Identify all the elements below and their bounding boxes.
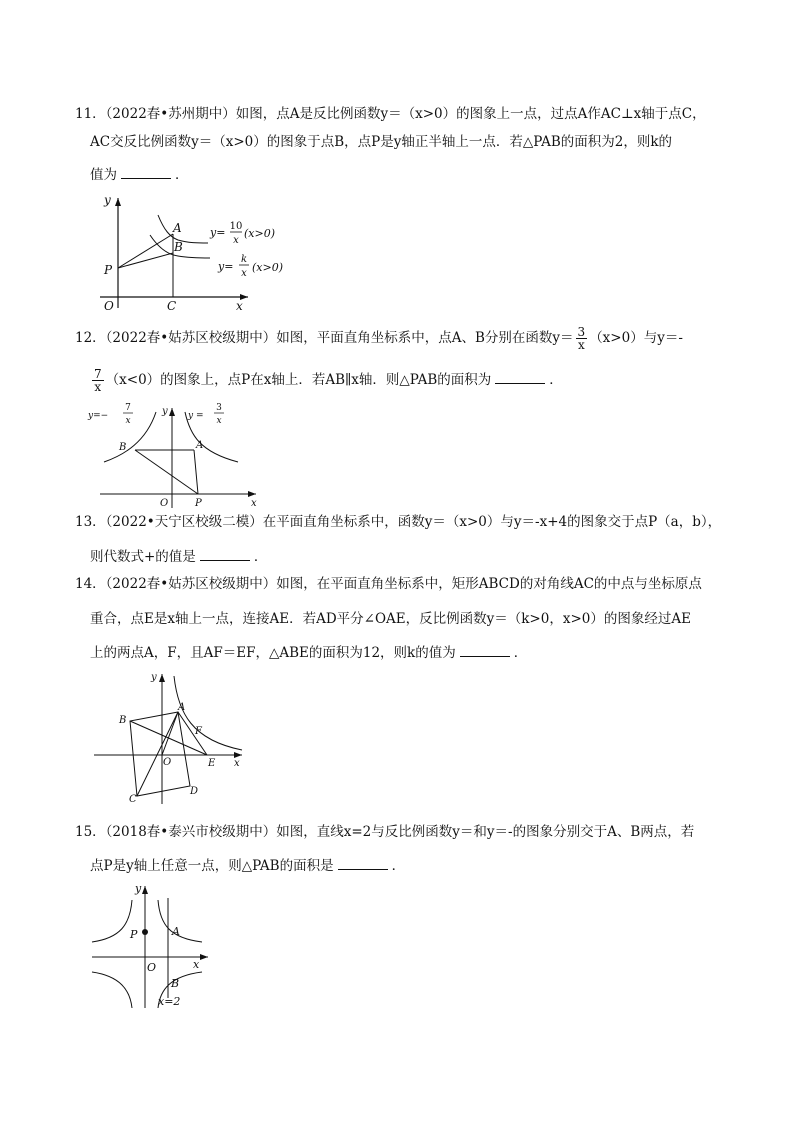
- q11-y-arrow-icon: [115, 198, 121, 206]
- q12-fraction-3x-den: x: [577, 338, 585, 352]
- q12-line-1: [75, 326, 683, 351]
- q15-label-a: A: [172, 925, 180, 938]
- q12-func1-num: 7: [125, 403, 131, 413]
- q11-func1-pre: y=: [210, 226, 226, 239]
- q12-fraction-3x: [576, 326, 588, 351]
- q15-label-y: y: [135, 882, 142, 895]
- q11-label-p: P: [104, 263, 113, 277]
- q15-line-2-end: ．: [391, 858, 406, 874]
- q12-label-o: O: [160, 498, 169, 509]
- q11-func2-den: x: [241, 268, 247, 279]
- q15-point-p-icon: [142, 929, 148, 935]
- q14-line-ao: [162, 712, 178, 755]
- q11-func2-pre: y=: [218, 260, 234, 273]
- q14-y-arrow-icon: [159, 674, 165, 682]
- q15-line-1: 15．（2018春•泰兴市校级期中）如图，直线x=2与反比例函数y＝和y＝-的图象分别交于A、B两点，若: [75, 824, 695, 840]
- q12-figure: [88, 400, 268, 510]
- q11-func2-cond: (x>0): [252, 261, 284, 274]
- q11-line-3: [90, 164, 189, 185]
- q15-answer-blank[interactable]: [338, 855, 388, 870]
- q11-label-c: C: [167, 299, 177, 313]
- q14-label-y: y: [151, 672, 157, 683]
- q15-label-b: B: [171, 977, 180, 990]
- q12-label-y: y: [162, 406, 168, 417]
- q15-label-p: P: [130, 928, 138, 941]
- q14-label-d: D: [190, 786, 199, 797]
- q14-figure: [92, 668, 252, 808]
- q14-curve: [174, 676, 242, 750]
- q14-line-ac: [137, 712, 178, 796]
- q12-answer-blank[interactable]: [495, 369, 545, 384]
- q13-line-2-text: 则代数式+的值是: [90, 549, 196, 565]
- q11-line-pb: [118, 253, 173, 268]
- q14-label-o: O: [163, 757, 172, 768]
- q12-func2-num: 3: [216, 403, 222, 413]
- q12-line-2-end: ．: [549, 372, 563, 388]
- q14-line-3-text: 上的两点A，F，且AF＝EF，△ABE的面积为12，则k的值为: [90, 645, 456, 661]
- q13-answer-blank[interactable]: [200, 546, 250, 561]
- q11-line-2: AC交反比例函数y＝（x>0）的图象于点B，点P是y轴正半轴上一点．若△PAB的面积为2，则k的: [90, 134, 673, 150]
- q14-line-2: 重合，点E是x轴上一点，连接AE．若AD平分∠OAE，反比例函数y＝（k>0，x>0）的图象经过AE: [90, 611, 691, 627]
- q15-x-arrow-icon: [200, 954, 208, 960]
- q11-label-o: O: [104, 299, 114, 313]
- q15-curve-q3: [92, 972, 132, 1008]
- q13-line-2: [90, 546, 267, 567]
- q15-label-o: O: [147, 961, 157, 974]
- q15-label-x: x: [193, 958, 200, 971]
- q14-line-3-end: ．: [513, 645, 528, 661]
- q12-line-1-text: 12．（2022春•姑苏区校级期中）如图，平面直角坐标系中，点A、B分别在函数y＝: [75, 330, 574, 346]
- q11-func1-num: 10: [229, 221, 243, 232]
- q14-line-1: 14．（2022春•姑苏区校级期中）如图，在平面直角坐标系中，矩形ABCD的对角线AC的中点与坐标原点: [75, 576, 702, 592]
- q11-label-a: A: [173, 221, 182, 235]
- q12-line-1-text-b: （x>0）与y＝-: [589, 330, 683, 346]
- q15-curve-q1: [158, 900, 202, 942]
- q12-y-arrow-icon: [169, 408, 175, 416]
- q14-label-c: C: [129, 794, 137, 805]
- q12-line-bp: [135, 450, 198, 494]
- q14-label-a: A: [178, 702, 186, 713]
- q12-x-arrow-icon: [248, 491, 256, 497]
- q11-label-y: y: [104, 193, 111, 207]
- q11-line-3-end: ．: [175, 167, 189, 183]
- q13-line-1: 13．（2022•天宁区校级二模）在平面直角坐标系中，函数y＝（x>0）与y＝-x+4的图象交于点P（a，b），: [75, 514, 722, 530]
- q11-label-b: B: [174, 240, 183, 254]
- q12-func2-den: x: [216, 416, 222, 426]
- q11-figure: [90, 190, 310, 313]
- q14-label-f: F: [195, 726, 202, 737]
- q15-line-2-text: 点P是y轴上任意一点，则△PAB的面积是: [90, 858, 334, 874]
- q11-func2-num: k: [240, 254, 248, 265]
- q12-line-ap: [194, 450, 198, 494]
- q12-func1-pre: y=−: [88, 411, 109, 421]
- q14-label-x: x: [234, 758, 240, 769]
- q12-fraction-7x-num: 7: [94, 367, 102, 381]
- q11-answer-blank[interactable]: [121, 164, 171, 179]
- q15-line-2: [90, 855, 405, 876]
- q15-y-arrow-icon: [142, 886, 148, 894]
- q14-label-b: B: [119, 715, 127, 726]
- q14-line-3: [90, 642, 527, 663]
- q14-answer-blank[interactable]: [460, 642, 510, 657]
- q12-line-2: [90, 368, 563, 393]
- q13-line-2-end: ．: [253, 549, 268, 565]
- q15-label-line: x=2: [158, 995, 181, 1008]
- q14-label-e: E: [208, 758, 216, 769]
- q12-fraction-3x-num: 3: [577, 325, 586, 339]
- q11-label-x: x: [236, 299, 243, 313]
- q11-func1-cond: (x>0): [244, 227, 276, 240]
- q12-fraction-7x: [92, 368, 104, 393]
- q12-line-2-text: （x<0）的图象上，点P在x轴上．若AB∥x轴．则△PAB的面积为: [105, 372, 492, 388]
- q12-func1-den: x: [125, 416, 131, 426]
- q12-label-p: P: [195, 498, 202, 509]
- q15-figure: [90, 880, 220, 1010]
- q12-label-a: A: [196, 440, 204, 451]
- q11-line-1: 11．（2022春•苏州期中）如图，点A是反比例函数y＝（x>0）的图象上一点，过点A作AC⊥x轴于点C，: [75, 106, 706, 122]
- q11-line-3-text: 值为: [90, 167, 117, 183]
- q15-curve-q2: [92, 900, 132, 942]
- q12-label-b: B: [119, 442, 127, 453]
- q12-label-x: x: [251, 498, 257, 509]
- q12-func2-pre: y =: [188, 411, 204, 421]
- q11-func1-den: x: [233, 235, 239, 246]
- q12-fraction-7x-den: x: [94, 380, 102, 394]
